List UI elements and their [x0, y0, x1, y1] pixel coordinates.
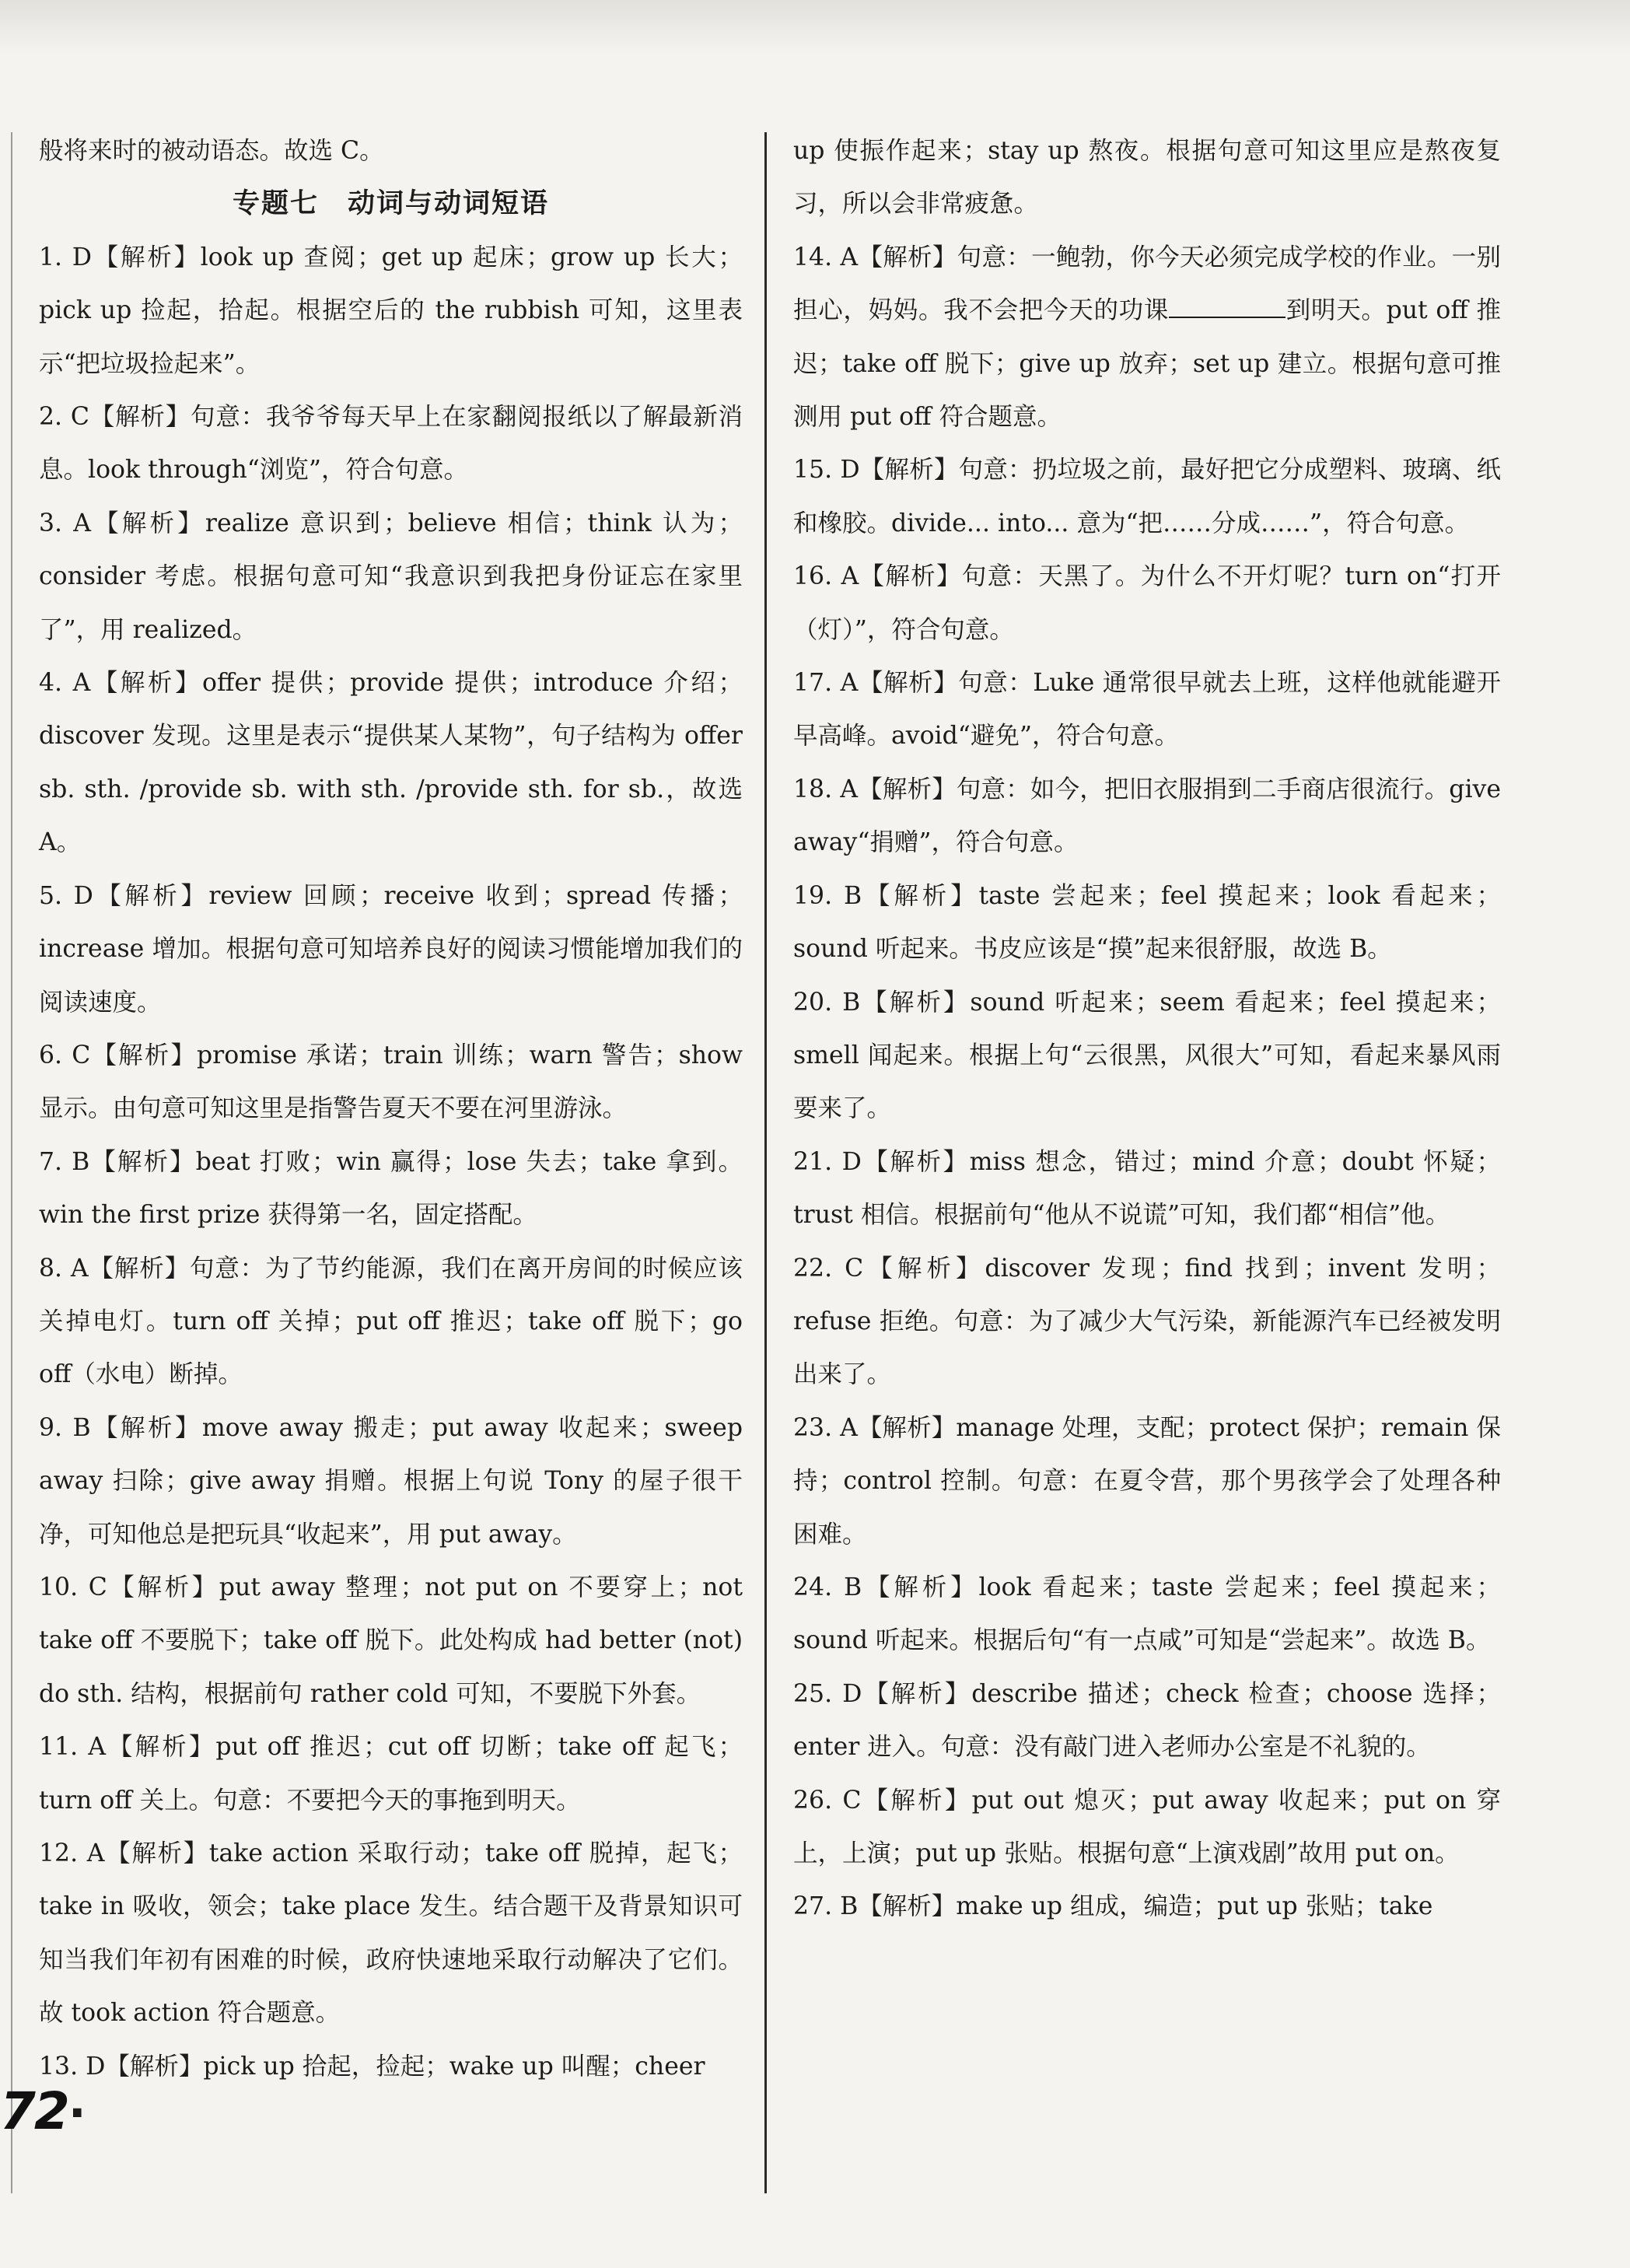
answer-item: 25. D【解析】describe 描述；check 检查；choose 选择；enter 进入。句意：没有敲门进入老师办公室是不礼貌的。	[793, 1679, 1501, 1762]
answer-item: 5. D【解析】review 回顾；receive 收到；spread 传播；increase 增加。根据句意可知培养良好的阅读习惯能增加我们的阅读速度。	[39, 881, 743, 1017]
answer-item-with-blank	[793, 231, 1501, 444]
right-column	[793, 124, 1501, 1934]
answer-item: 10. C【解析】put away 整理；not put on 不要穿上；not take off 不要脱下；take off 脱下。此处构成 had better (not) do sth. 结构，根据前句 rather cold 可知，不要脱下外套。	[39, 1573, 743, 1708]
answer-text-before-blank: 14. A【解析】句意：一鲍勃，你今天必须完成学校的作业。一别担心，妈妈。我不会把今天的功课	[793, 243, 1501, 325]
answer-item: 19. B【解析】taste 尝起来；feel 摸起来；look 看起来；sound 听起来。书皮应该是“摸”起来很舒服，故选 B。	[793, 881, 1501, 964]
answer-item: 27. B【解析】make up 组成，编造；put up 张贴；take	[793, 1892, 1433, 1921]
scan-top-edge	[0, 0, 1630, 54]
answer-item: 3. A【解析】realize 意识到；believe 相信；think 认为；consider 考虑。根据句意可知“我意识到我把身份证忘在家里了”，用 realized。	[39, 509, 743, 644]
answer-item: 7. B【解析】beat 打败；win 赢得；lose 失去；take 拿到。win the first prize 获得第一名，固定搭配。	[39, 1147, 743, 1230]
answer-item: 13. D【解析】pick up 拾起，捡起；wake up 叫醒；cheer	[39, 2052, 705, 2081]
answer-item: 21. D【解析】miss 想念，错过；mind 介意；doubt 怀疑；trust 相信。根据前句“他从不说谎”可知，我们都“相信”他。	[793, 1147, 1501, 1230]
answer-item: 1. D【解析】look up 查阅；get up 起床；grow up 长大；pick up 捡起，拾起。根据空后的 the rubbish 可知，这里表示“把垃圾捡起来”。	[39, 243, 743, 378]
column-divider	[764, 132, 767, 2193]
answer-item: 15. D【解析】句意：扔垃圾之前，最好把它分成塑料、玻璃、纸和橡胶。divide... into... 意为“把……分成……”，符合句意。	[793, 456, 1501, 537]
page-number-badge: 72·	[0, 2081, 86, 2141]
answer-item: up 使振作起来；stay up 熬夜。根据句意可知这里应是熬夜复习，所以会非常疲惫。	[793, 137, 1501, 219]
paragraph: 般将来时的被动语态。故选 C。	[39, 137, 384, 165]
answer-item: 16. A【解析】句意：天黑了。为什么不开灯呢？turn on“打开（灯）”，符合句意。	[793, 562, 1501, 644]
left-column	[39, 124, 743, 2093]
answer-item: 11. A【解析】put off 推迟；cut off 切断；take off 起飞；turn off 关上。句意：不要把今天的事拖到明天。	[39, 1733, 743, 1815]
answer-item: 2. C【解析】句意：我爷爷每天早上在家翻阅报纸以了解最新消息。look through“浏览”，符合句意。	[39, 403, 743, 485]
answer-item: 8. A【解析】句意：为了节约能源，我们在离开房间的时候应该关掉电灯。turn off 关掉；put off 推迟；take off 脱下；go off（水电）断掉。	[39, 1254, 743, 1389]
answer-item: 22. C【解析】discover 发现；find 找到；invent 发明；refuse 拒绝。句意：为了减少大气污染，新能源汽车已经被发明出来了。	[793, 1254, 1501, 1389]
answer-item: 6. C【解析】promise 承诺；train 训练；warn 警告；show 显示。由句意可知这里是指警告夏天不要在河里游泳。	[39, 1041, 743, 1123]
answer-item: 12. A【解析】take action 采取行动；take off 脱掉，起飞；take in 吸收，领会；take place 发生。结合题干及背景知识可知当我们年初有困难的时候，政府快速地采取行动解决了它们。故 took action 符合题意。	[39, 1839, 743, 2028]
answer-item: 17. A【解析】句意：Luke 通常很早就去上班，这样他就能避开早高峰。avoid“避免”，符合句意。	[793, 669, 1501, 751]
answer-item: 24. B【解析】look 看起来；taste 尝起来；feel 摸起来；sound 听起来。根据后句“有一点咸”可知是“尝起来”。故选 B。	[793, 1573, 1501, 1655]
answer-item: 9. B【解析】move away 搬走；put away 收起来；sweep away 扫除；give away 捐赠。根据上句说 Tony 的屋子很干净，可知他总是把玩具“收起来”，用 put away。	[39, 1413, 743, 1549]
answer-item: 4. A【解析】offer 提供；provide 提供；introduce 介绍；discover 发现。这里是表示“提供某人某物”，句子结构为 offer sb. sth. /provide sb. with sth. /provide sth. for sb.，故选 A。	[39, 669, 743, 857]
answer-item: 26. C【解析】put out 熄灭；put away 收起来；put on 穿上，上演；put up 张贴。根据句意“上演戏剧”故用 put on。	[793, 1786, 1501, 1867]
page-left-edge	[11, 132, 12, 2193]
page-number: 72	[0, 2081, 68, 2141]
answer-item: 20. B【解析】sound 听起来；seem 看起来；feel 摸起来；smell 闻起来。根据上句“云很黑，风很大”可知，看起来暴风雨要来了。	[793, 988, 1501, 1123]
section-title: 专题七 动词与动词短语	[232, 188, 549, 220]
answer-text-after-blank: 到明天。put off 推迟；take off 脱下；give up 放弃；set up 建立。根据句意可推测用 put off 符合题意。	[793, 296, 1501, 432]
answer-item: 18. A【解析】句意：如今，把旧衣服捐到二手商店很流行。give away“捐赠”，符合句意。	[793, 775, 1501, 857]
answer-item: 23. A【解析】manage 处理，支配；protect 保护；remain 保持；control 控制。句意：在夏令营，那个男孩学会了处理各种困难。	[793, 1413, 1501, 1549]
fill-in-blank	[1169, 293, 1285, 318]
